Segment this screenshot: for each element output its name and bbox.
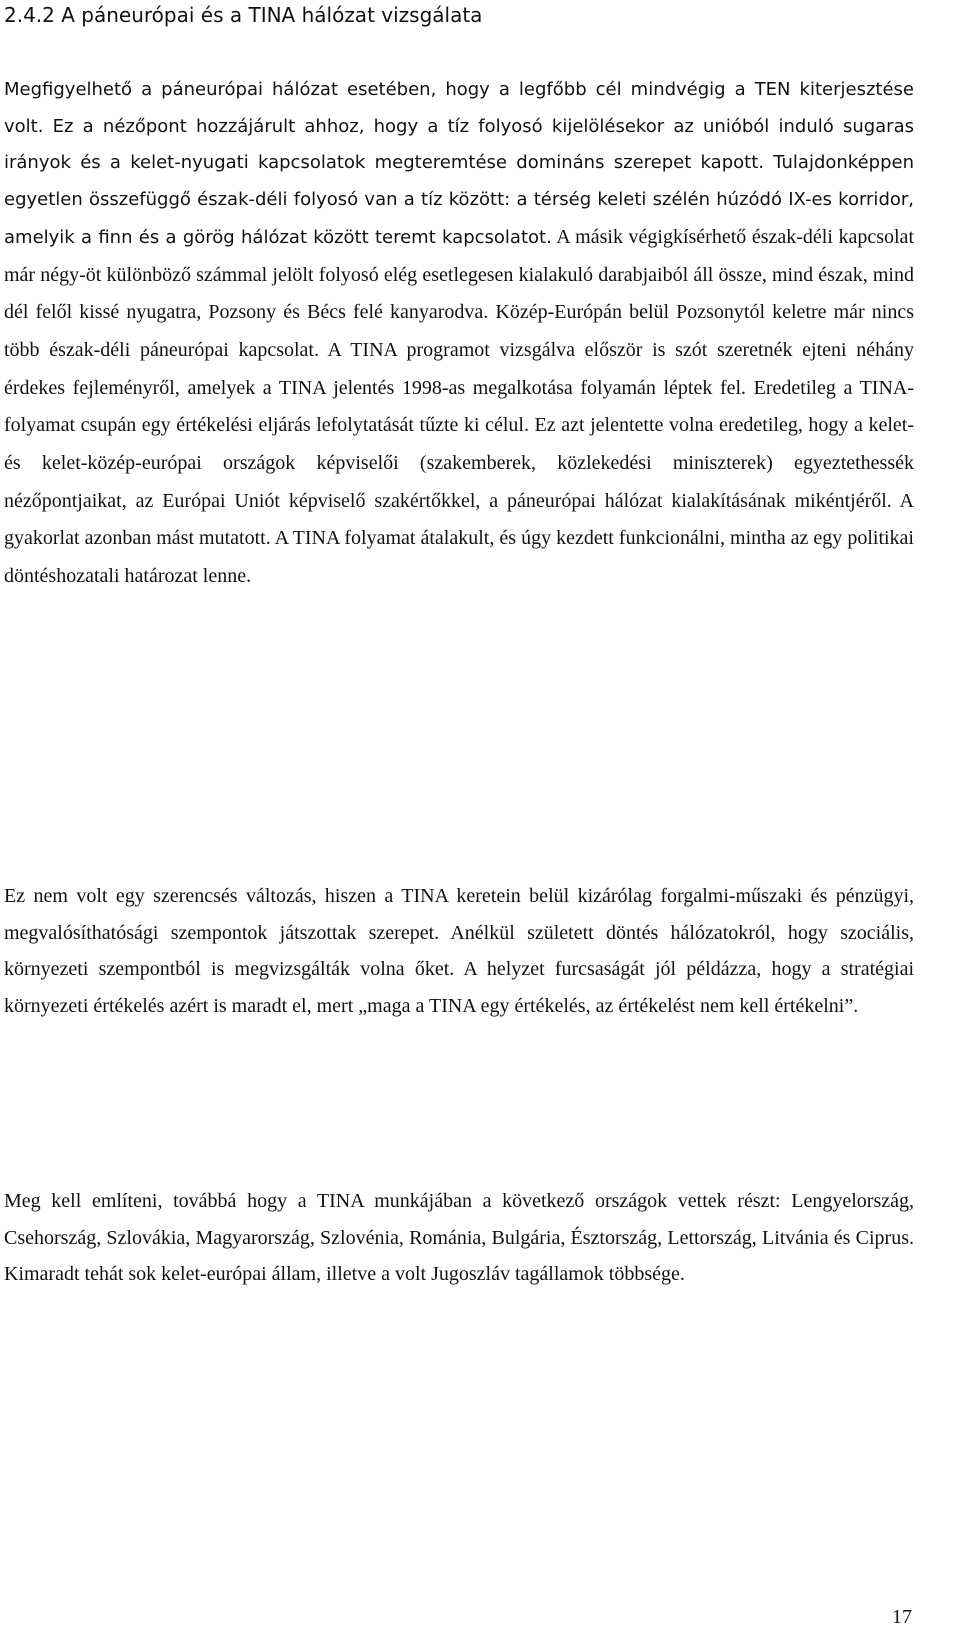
paragraph-tina-critique: Ez nem volt egy szerencsés változás, hiszen a TINA keretein belül kizárólag forgalmi-műszaki és pénzügyi, megvalósíthatósági szempontok játszottak szerepet. Anélkül született döntés hálózatokról, hogy szociális, környezeti szempontból is megvizsgálták volna őket. A helyzet furcsaságát jól példázza, hogy a stratégiai környezeti értékelés azért is maradt el, mert „maga a TINA egy értékelés, az értékelést nem kell értékelni”. bbox=[4, 885, 914, 1018]
paragraph-pan-european-network bbox=[4, 72, 914, 596]
section-heading: 2.4.2 A páneurópai és a TINA hálózat vizsgálata bbox=[4, 3, 483, 27]
page-number: 17 bbox=[892, 1606, 912, 1628]
paragraph-participant-countries: Meg kell említeni, továbbá hogy a TINA munkájában a következő országok vettek részt: Lengyelország, Csehország, Szlovákia, Magyarország, Szlovénia, Románia, Bulgária, Észtország, Lettország, Litvánia és Ciprus. Kimaradt tehát sok kelet-európai állam, illetve a volt Jugoszláv tagállamok többsége. bbox=[4, 1190, 914, 1286]
paragraph-serif-part: A másik végigkísérhető észak-déli kapcsolat már négy-öt különböző számmal jelölt folyosó elég esetlegesen kialakuló darabjaiból áll össze, mind észak, mind dél felől kissé nyugatra, Pozsony és Bécs felé kanyarodva. Közép-Európán belül Pozsonytól keletre már nincs több észak-déli páneurópai kapcsolat. A TINA programot vizsgálva először is szót szeretnék ejteni néhány érdekes fejleményről, amelyek a TINA jelentés 1998-as megalkotása folyamán léptek fel. Eredetileg a TINA-folyamat csupán egy értékelési eljárás lefolytatását tűzte ki célul. Ez azt jelentette volna eredetileg, hogy a kelet- és kelet-közép-európai országok képviselői (szakemberek, közlekedési miniszterek) egyeztethessék nézőpontjaikat, az Európai Uniót képviselő szakértőkkel, a páneurópai hálózat kialakításának mikéntjéről. A gyakorlat azonban mást mutatott. A TINA folyamat átalakult, és úgy kezdett funkcionálni, mintha az egy politikai döntéshozatali határozat lenne. bbox=[4, 225, 914, 588]
paragraph-sans-part: Megfigyelhető a páneurópai hálózat esetében, hogy a legfőbb cél mindvégig a TEN kiterjesztése volt. Ez a nézőpont hozzájárult ahhoz, hogy a tíz folyosó kijelölésekor az unióból induló sugaras irányok és a kelet-nyugati kapcsolatok megteremtése domináns szerepet kapott. Tulajdonképpen egyetlen összefüggő észak-déli folyosó van a tíz között: a térség keleti szélén húzódó IX-es korridor, amelyik a finn és a görög hálózat között teremt kapcsolatot. bbox=[4, 79, 914, 248]
